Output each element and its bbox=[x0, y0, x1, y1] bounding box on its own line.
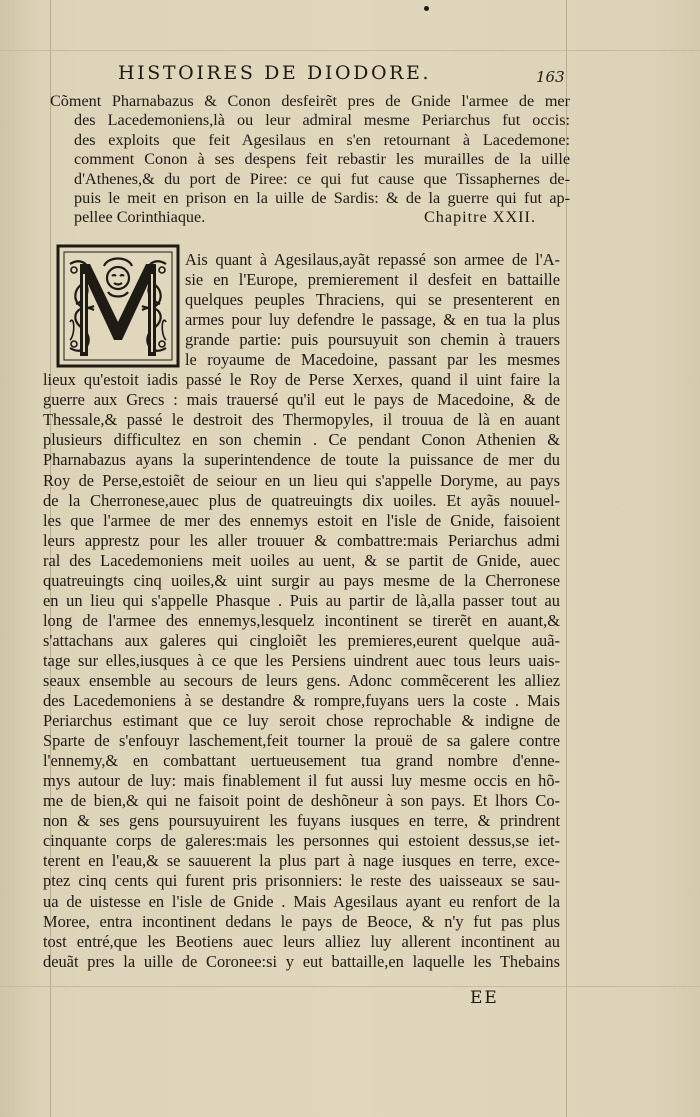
ruled-line-top bbox=[0, 50, 700, 51]
text-line: tage sur elles,iusques à ce que les Persiens uindrent auec tous leurs uais- bbox=[43, 650, 560, 670]
page-number: 163 bbox=[536, 68, 565, 86]
text-line: ptez cinq cents qui furent pris prisonniers: le reste des uaisseaux se sau- bbox=[43, 871, 560, 891]
text-line: seaux ensemble au secours de leurs gens. Adonc commẽcerent les alliez bbox=[43, 670, 560, 690]
text-line: l'ennemy,& en combattant uertueusement tua grand nombre d'enne- bbox=[43, 751, 560, 771]
summary-line: Cõment Pharnabazus & Conon desfeirẽt pres de Gnide l'armee de mer bbox=[50, 92, 570, 110]
text-line: le royaume de Macedoine, passant par les mesmes bbox=[185, 350, 560, 370]
ink-dot bbox=[424, 6, 429, 11]
summary-line: puis le meit en prison en la uille de Sardis: & de la guerre qui fut ap- bbox=[74, 189, 570, 208]
text-line: quelques peuples Thraciens, qui se presenterent en bbox=[185, 290, 560, 310]
text-line: tost entré,que les Beotiens auec leurs alliez luy allerent incontinent au bbox=[43, 931, 560, 951]
text-line: plusieurs difficultez en son chemin . Ce pendant Conon Athenien & bbox=[43, 430, 560, 450]
text-line: Ais quant à Agesilaus,ayãt repassé son armee de l'A- bbox=[185, 250, 560, 269]
summary-last-text: pellee Corinthiaque. bbox=[74, 208, 206, 227]
body-text bbox=[43, 250, 560, 972]
text-line: leurs apprestz pour les aller trouuer & combattre:mais Periarchus admi bbox=[43, 530, 560, 550]
text-line: grande partie: puis poursuyuit son chemin à trauers bbox=[185, 330, 560, 350]
summary-line: comment Conon à ses despens feit rebastir les murailles de la uille bbox=[74, 150, 570, 169]
text-line: de la Cherronese,auec plus de quatreuingts dix uoiles. Et ayãs nouuel- bbox=[43, 490, 560, 510]
text-line: me de bien,& qui ne faisoit point de deshõneur à son pays. Et lhors Co- bbox=[43, 791, 560, 811]
text-line: Sparte de s'enfouyr laschement,feit tourner la prouë de sa galere contre bbox=[43, 731, 560, 751]
text-line: lieux qu'estoit iadis passé le Roy de Perse Xerxes, quand il uint faire la bbox=[43, 370, 560, 390]
text-line: Moree, entra incontinent dedans le pays de Beoce, & n'y fut pas plus bbox=[43, 911, 560, 931]
text-line: armes pour luy defendre le passage, & en tua la plus bbox=[185, 310, 560, 330]
catchword: EE bbox=[470, 988, 499, 1008]
text-line: s'attachans aux galeres qui cingloiẽt les premieres,eurent quelque auã- bbox=[43, 630, 560, 650]
text-line: guerre aux Grecs : mais trauersé qu'il eut le pays de Macedoine, & de bbox=[43, 390, 560, 410]
text-line: des Lacedemoniens à se destandre & rompre,fuyans uers la coste . Mais bbox=[43, 691, 560, 711]
text-line: les que l'armee de mer des ennemys estoit en l'isle de Gnide, faisoient bbox=[43, 510, 560, 530]
running-head: HISTOIRES DE DIODORE. bbox=[118, 62, 432, 84]
text-line: Roy de Perse,estoiẽt de seiour en un lieu qui s'appelle Doryme, au pays bbox=[43, 470, 560, 490]
text-line: long de l'armee des ennemys,lesquelz incontinent se tirerẽt en auant,& bbox=[43, 610, 560, 630]
summary-line: d'Athenes,& du port de Piree: ce qui fut cause que Tissaphernes de- bbox=[74, 169, 570, 188]
chapter-heading: Chapitre XXII. bbox=[424, 208, 536, 227]
text-line: ral des Lacedemoniens meit uoiles au uent, & se partit de Gnide, auec bbox=[43, 550, 560, 570]
text-line: ua de uistesse en l'isle de Gnide . Mais Agesilaus ayant eu renfort de la bbox=[43, 891, 560, 911]
text-line: quatreuingts cinq uoiles,& uint surgir au pays mesme de la Cherronese bbox=[43, 570, 560, 590]
text-line: Thessale,& passé le destroit des Thermopyles, il trouua de là en auant bbox=[43, 410, 560, 430]
summary-line bbox=[74, 208, 570, 227]
chapter-summary bbox=[50, 92, 570, 228]
text-line: non & ses gens poursuyuirent les fuyans iusques en terre, & prindrent bbox=[43, 811, 560, 831]
summary-line: des Lacedemoniens,là ou leur admiral mesme Periarchus fut occis: bbox=[74, 111, 570, 130]
text-line: sie en l'Europe, premierement il desfeit en battaille bbox=[185, 270, 560, 290]
text-line: Pharnabazus ayans la superintendence de toute la puissance de mer du bbox=[43, 450, 560, 470]
text-line: terent en l'eau,& se sauuerent la plus part à nage iusques en terre, exce- bbox=[43, 851, 560, 871]
ruled-line-bottom bbox=[0, 986, 700, 987]
text-line: cinquante corps de galeres:mais les personnes qui estoient dessus,se iet- bbox=[43, 831, 560, 851]
text-line: Periarchus estimant que ce luy seroit chose reprochable & indigne de bbox=[43, 711, 560, 731]
text-line: en un lieu qui s'appelle Phasque . Puis au partir de là,alla passer tout au bbox=[43, 590, 560, 610]
text-line: mys autour de luy: mais finablement il fut aussi luy mesme occis en hõ- bbox=[43, 771, 560, 791]
summary-line: des exploits que feit Agesilaus en s'en retournant à Lacedemone: bbox=[74, 130, 570, 149]
text-line: deuãt pres la uille de Coronee:si y eut battaille,en laquelle les Thebains bbox=[43, 951, 560, 971]
